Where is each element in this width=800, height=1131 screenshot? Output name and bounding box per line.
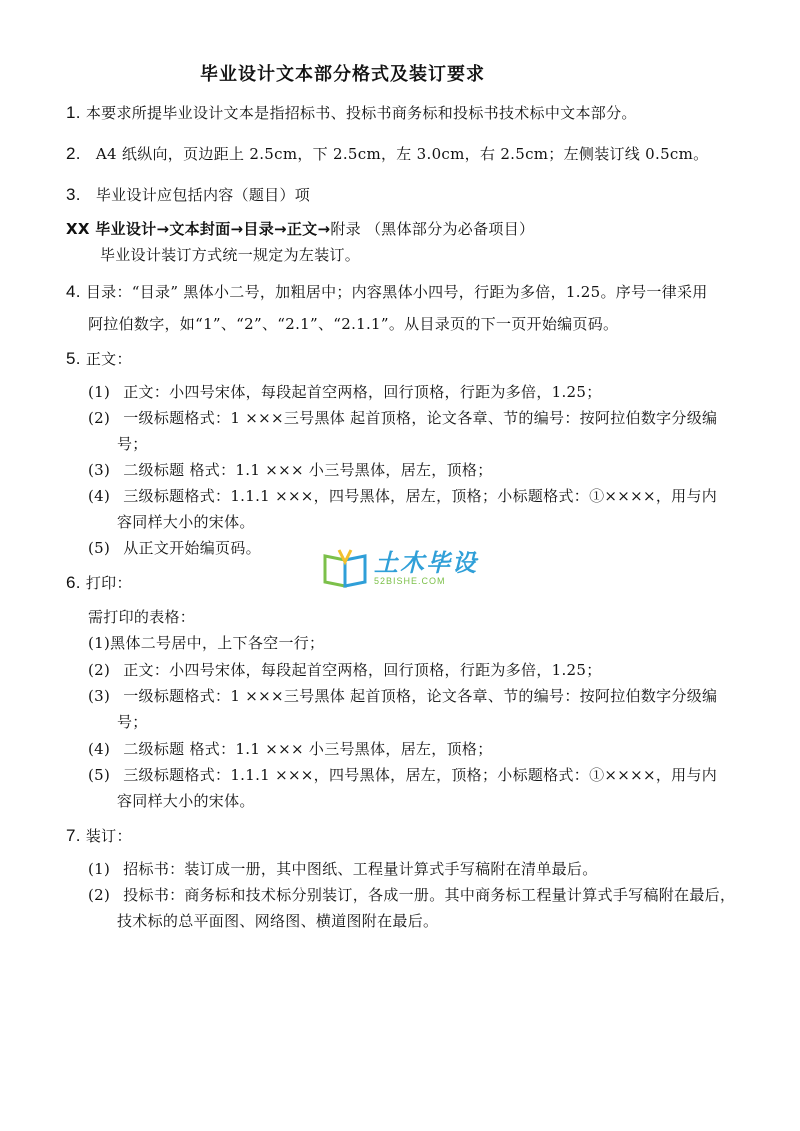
list-marker: (2) xyxy=(88,409,111,427)
binding-rule: 毕业设计装订方式统一规定为左装订。 xyxy=(100,246,361,264)
list-item xyxy=(88,486,717,506)
section-5-heading xyxy=(66,349,132,369)
list-marker: (4) xyxy=(88,487,111,505)
list-item xyxy=(88,660,602,680)
section-number: 3. xyxy=(66,185,81,204)
list-text-continued: 号； xyxy=(117,713,148,731)
list-item xyxy=(88,739,493,759)
list-item xyxy=(88,765,717,785)
list-text: 投标书：商务标和技术标分别装订，各成一册。其中商务标工程量计算式手写稿附在最后， xyxy=(123,886,736,904)
watermark-domain: 52BISHE.COM xyxy=(374,575,446,586)
list-marker: (5) xyxy=(88,766,111,784)
list-text-continued: 容同样大小的宋体。 xyxy=(117,792,255,810)
list-text: 二级标题 格式：1.1 ××× 小三号黑体，居左，顶格； xyxy=(123,461,493,479)
list-text: 三级标题格式：1.1.1 ×××，四号黑体，居左，顶格；小标题格式：①××××，用与内 xyxy=(123,487,718,505)
list-text: 从正文开始编页码。 xyxy=(123,539,261,557)
list-text-continued: 号； xyxy=(117,435,148,453)
list-item xyxy=(88,859,598,879)
section-text: 毕业设计应包括内容（题目）项 xyxy=(95,186,311,204)
section-number: 4. xyxy=(66,282,81,301)
watermark-name: 土木毕设 xyxy=(374,548,478,577)
list-marker: (2) xyxy=(88,886,111,904)
list-item xyxy=(88,538,261,558)
section-text: A4 纸纵向，页边距上 2.5cm，下 2.5cm，左 3.0cm，右 2.5cm；左侧装订线 0.5cm。 xyxy=(95,145,709,163)
section-heading: 正文： xyxy=(85,350,132,368)
section-heading: 打印： xyxy=(85,574,132,592)
list-text: 正文：小四号宋体，每段起首空两格，回行顶格，行距为多倍，1.25； xyxy=(123,383,602,401)
section-1 xyxy=(66,103,637,123)
watermark-logo xyxy=(322,548,478,588)
section-text: 目录：“目录” 黑体小二号，加粗居中；内容黑体小四号，行距为多倍，1.25。序号一律采用 xyxy=(85,283,708,301)
section-4 xyxy=(66,282,708,302)
section-3 xyxy=(66,185,310,205)
section-4-continued: 阿拉伯数字，如“1”、“2”、“2.1”、“2.1.1”。从目录页的下一页开始编页码。 xyxy=(88,315,619,333)
section-text: 本要求所提毕业设计文本是指招标书、投标书商务标和投标书技术标中文本部分。 xyxy=(85,104,637,122)
list-text: 正文：小四号宋体，每段起首空两格，回行顶格，行距为多倍，1.25； xyxy=(123,661,602,679)
book-logo-icon xyxy=(322,548,368,588)
section-number: 6. xyxy=(66,573,81,592)
list-text: 二级标题 格式：1.1 ××× 小三号黑体，居左，顶格； xyxy=(123,740,493,758)
list-marker: (3) xyxy=(88,687,111,705)
list-item xyxy=(88,460,493,480)
list-item xyxy=(88,408,717,428)
list-marker: (1) xyxy=(88,860,111,878)
flow-required: XX 毕业设计→文本封面→目录→正文→ xyxy=(66,220,331,238)
section-2 xyxy=(66,144,708,164)
section-number: 7. xyxy=(66,826,81,845)
list-marker: (3) xyxy=(88,461,111,479)
list-text: 一级标题格式：1 ×××三号黑体 起首顶格，论文各章、节的编号：按阿拉伯数字分级编 xyxy=(123,687,718,705)
content-flow xyxy=(66,219,534,239)
list-item xyxy=(88,382,602,402)
flow-optional: 附录 （黑体部分为必备项目） xyxy=(330,220,535,238)
list-marker: (5) xyxy=(88,539,111,557)
page-title: 毕业设计文本部分格式及装订要求 xyxy=(200,64,485,85)
list-text-continued: 容同样大小的宋体。 xyxy=(117,513,255,531)
list-marker: (4) xyxy=(88,740,111,758)
section-6-heading xyxy=(66,573,132,593)
list-text: 一级标题格式：1 ×××三号黑体 起首顶格，论文各章、节的编号：按阿拉伯数字分级编 xyxy=(123,409,718,427)
list-text: 三级标题格式：1.1.1 ×××，四号黑体，居左，顶格；小标题格式：①××××，用与内 xyxy=(123,766,718,784)
section-number: 2. xyxy=(66,144,81,163)
list-text: 招标书：装订成一册，其中图纸、工程量计算式手写稿附在清单最后。 xyxy=(123,860,598,878)
list-marker: (1) xyxy=(88,383,111,401)
section-number: 1. xyxy=(66,103,81,122)
section-heading: 装订： xyxy=(85,827,132,845)
list-item xyxy=(88,686,717,706)
list-item xyxy=(88,885,735,905)
print-intro: 需打印的表格： xyxy=(88,608,196,626)
list-marker: (2) xyxy=(88,661,111,679)
section-number: 5. xyxy=(66,349,81,368)
list-text-continued: 技术标的总平面图、网络图、横道图附在最后。 xyxy=(117,912,439,930)
section-7-heading xyxy=(66,826,132,846)
list-item: (1)黑体二号居中，上下各空一行； xyxy=(88,634,325,652)
